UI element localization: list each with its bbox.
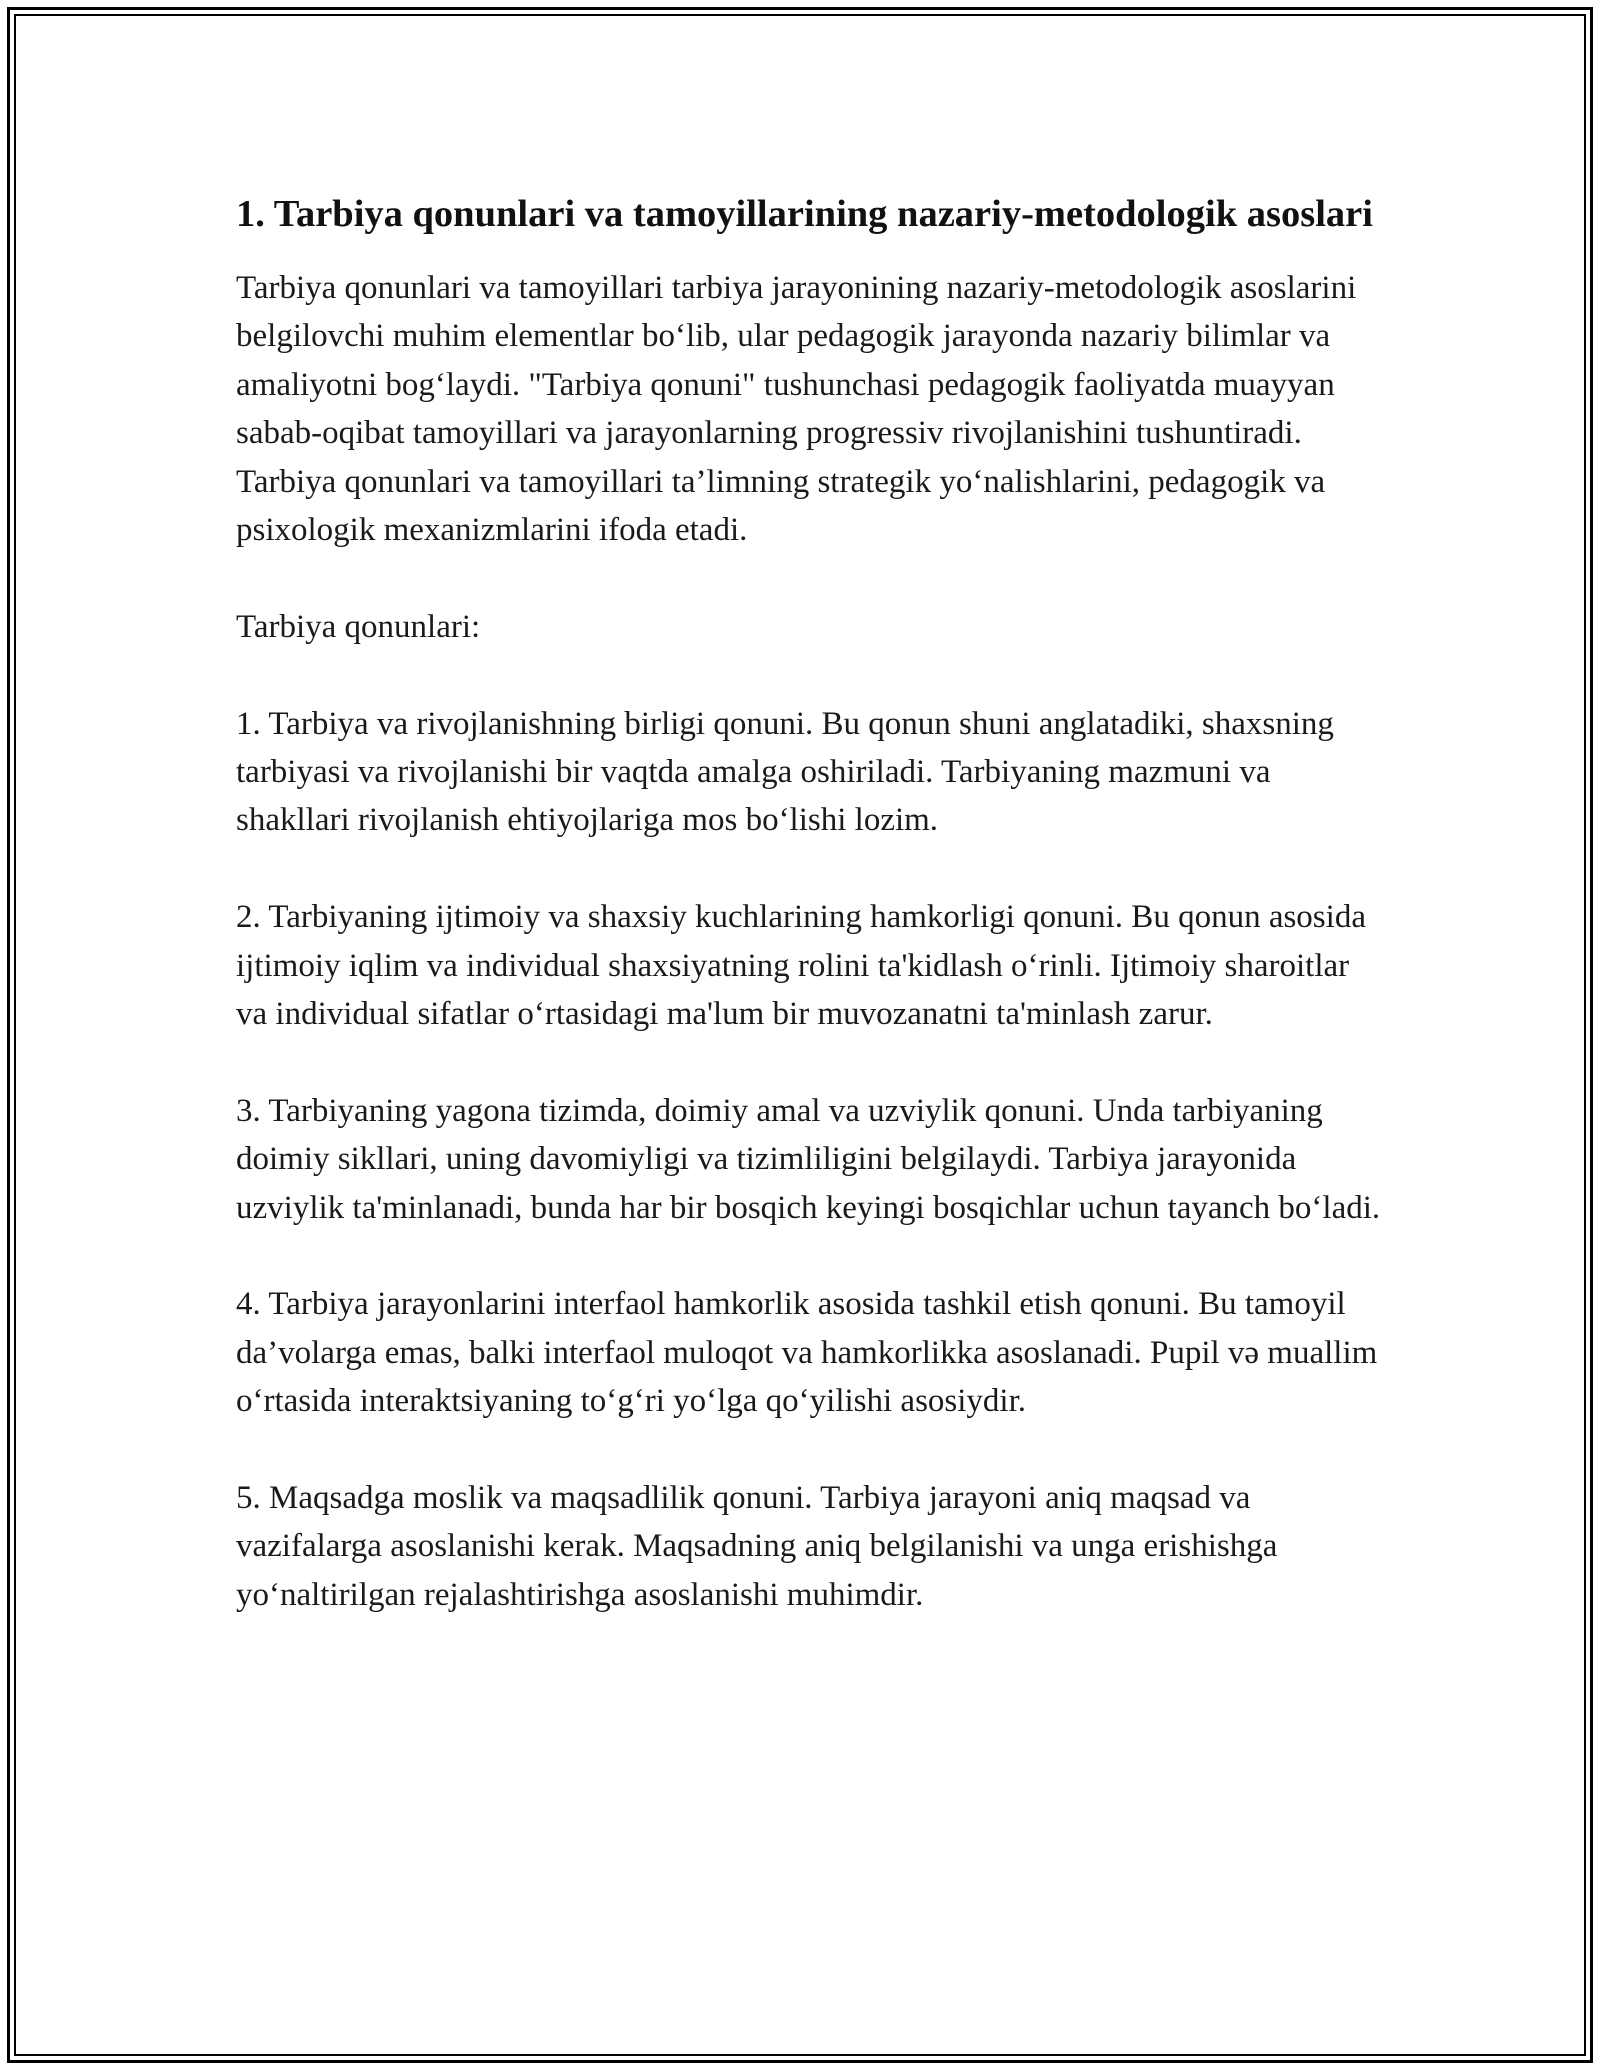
law-item-2: 2. Tarbiyaning ijtimoiy va shaxsiy kuchlarining hamkorligi qonuni. Bu qonun asosida ijtimoiy iqlim va individual shaxsiyatning rolini ta'kidlash o‘rinli. Ijtimoiy sharoitlar va individual sifatlar o‘rtasidagi ma'lum bir muvozanatni ta'minlash zarur. [236,899,1366,1033]
law-item-3: 3. Tarbiyaning yagona tizimda, doimiy amal va uzviylik qonuni. Unda tarbiyaning doimiy sikllari, uning davomiyligi va tizimliligini belgilaydi. Tarbiya jarayonida uzviylik ta'minlanadi, bunda har bir bosqich keyingi bosqichlar uchun tayanch bo‘ladi. [236,1092,1381,1226]
law-item-4: 4. Tarbiya jarayonlarini interfaol hamkorlik asosida tashkil etish qonuni. Bu tamoyil da’volarga emas, balki interfaol muloqot va hamkorlikka asoslanadi. Pupil və muallim o‘rtasida interaktsiyaning to‘g‘ri yo‘lga qo‘yilishi asosiydir. [236,1286,1378,1420]
intro-paragraph: Tarbiya qonunlari va tamoyillari tarbiya jarayonining nazariy-metodologik asoslarini belgilovchi muhim elementlar bo‘lib, ular pedagogik jarayonda nazariy bilimlar va amaliyotni bog‘laydi. "Tarbiya qonuni" tushunchasi pedagogik faoliyatda muayyan sabab-oqibat tamoyillari va jarayonlarning progressiv rivojlanishini tushuntiradi. Tarbiya qonunlari va tamoyillari ta’limning strategik yo‘nalishlarini, pedagogik va psixologik mexanizmlarini ifoda etadi. [236,270,1357,549]
paragraph-gap [236,845,1386,893]
law-item-1: 1. Tarbiya va rivojlanishning birligi qonuni. Bu qonun shuni anglatadiki, shaxsning tarbiyasi va rivojlanishi bir vaqtda amalga oshiriladi. Tarbiyaning mazmuni va shakllari rivojlanish ehtiyojlariga mos bo‘lishi lozim. [236,705,1334,839]
document-body [236,186,1386,1619]
paragraph-gap [236,1232,1386,1280]
section-label: Tarbiya qonunlari: [236,608,481,645]
document-title: 1. Tarbiya qonunlari va tamoyillarining nazariy-metodologik asoslari [236,193,1373,235]
paragraph-gap [236,1038,1386,1086]
paragraph-gap [236,1426,1386,1474]
paragraph-gap [236,651,1386,699]
law-item-5: 5. Maqsadga moslik va maqsadlilik qonuni. Tarbiya jarayoni aniq maqsad va vazifalarga asoslanishi kerak. Maqsadning aniq belgilanishi va unga erishishga yo‘naltirilgan rejalashtirishga asoslanishi muhimdir. [236,1480,1278,1613]
paragraph-gap [236,554,1386,602]
